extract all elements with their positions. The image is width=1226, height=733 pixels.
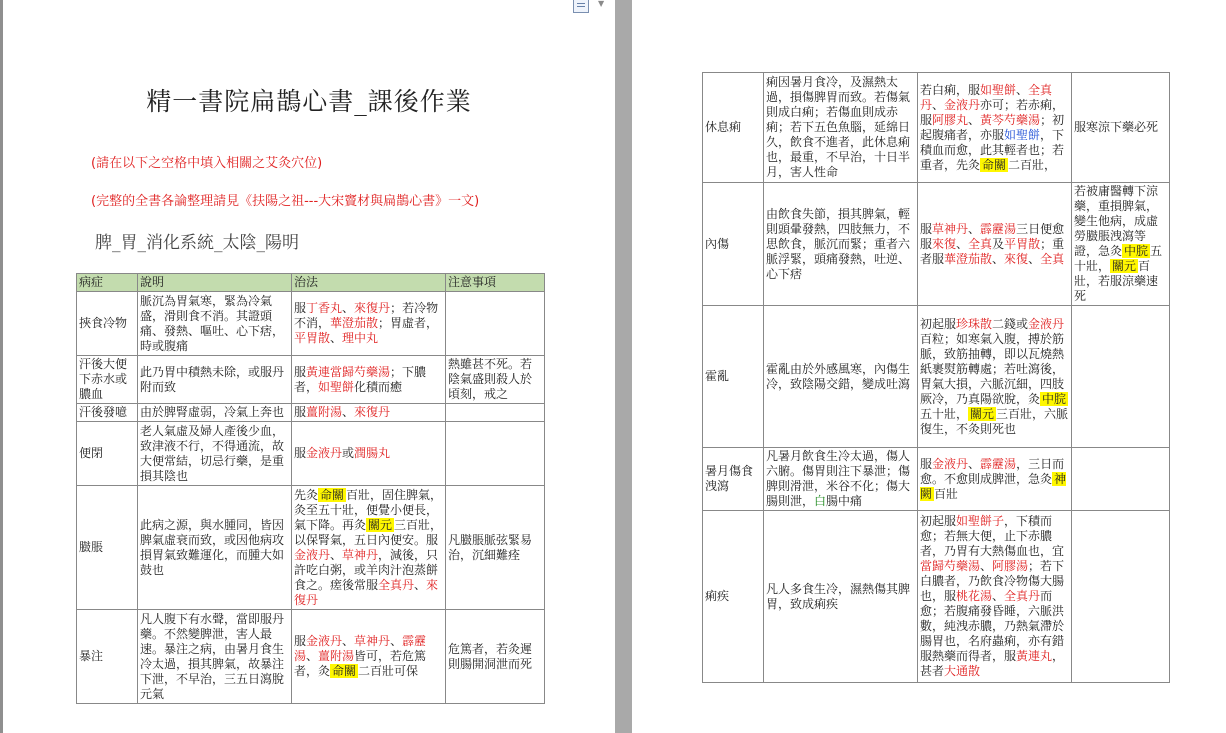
disease-name-cell: 休息痢 xyxy=(703,73,764,183)
herbal-formula: 霹靂湯 xyxy=(980,456,1017,471)
table-row xyxy=(77,404,545,422)
text-run: 服 xyxy=(920,236,933,251)
herbal-formula: 來復丹 xyxy=(354,301,391,315)
text-run: 初起服 xyxy=(920,514,957,528)
text-run: 二百壯可保 xyxy=(358,664,419,678)
herbal-formula: 全真 xyxy=(968,236,993,251)
text-run: 二錢或 xyxy=(992,316,1029,331)
table-row xyxy=(703,183,1170,306)
herbal-formula: 平胃散 xyxy=(1004,236,1041,251)
description-cell: 痢因暑月食冷，及濕熱太過，損傷脾胃而致。若傷氣則成白痢；若傷血則成赤痢；若下五色魚腦，延綿日久，飲食不進者，此休息痢也，最重，不早治，十日半月，害人性命 xyxy=(764,73,918,183)
treatment-cell xyxy=(918,73,1072,183)
text-run: 腸中痛 xyxy=(826,494,863,508)
herbal-formula: 霹靂湯 xyxy=(294,634,427,663)
table-header-row xyxy=(77,274,545,292)
disease-name-cell: 臌脹 xyxy=(77,486,138,610)
text-run: 、 xyxy=(306,649,319,663)
notes-cell xyxy=(446,404,545,422)
notes-cell xyxy=(1072,448,1170,511)
symptom-table-continued xyxy=(702,72,1170,683)
treatment-cell xyxy=(292,486,446,610)
disease-name-cell: 便閉 xyxy=(77,422,138,486)
text-run: 若被庸醫轉下涼藥，重損脾氣，變生他病，成虛勞臌脹洩瀉等證，急灸 xyxy=(1074,184,1159,258)
reference-note: (完整的全書各論整理請見《扶陽之祖---大宋竇材與扁鵲心書》一文) xyxy=(91,194,480,209)
text-run: 亦可；若赤痢，服 xyxy=(920,97,1065,127)
description-cell: 脈沉為胃氣寒，緊為冷氣盛，滑則食不消。其證頭痛、發熱、嘔吐、心下痞，時或腹痛 xyxy=(138,292,292,356)
description-cell: 凡人多食生冷，濕熱傷其脾胃，致成痢疾 xyxy=(764,511,918,683)
section-heading: 脾_胃_消化系統_太陰_陽明 xyxy=(95,233,299,253)
acupoint-highlight: 命關 xyxy=(982,157,1007,172)
herbal-formula: 金液丹 xyxy=(306,634,343,648)
disease-name-cell: 霍亂 xyxy=(703,306,764,448)
table-row xyxy=(703,73,1170,183)
herbal-formula: 如聖餅子 xyxy=(956,514,1005,528)
description-cell: 凡人腹下有水聲，當即服丹藥。不然變脾泄，害人最速。暴注之病，由暑月食生冷太過，損其脾氣，故暴注下泄，不早治，三五日瀉脫元氣 xyxy=(138,610,292,704)
instruction-note: (請在以下之空格中填入相關之艾灸穴位) xyxy=(91,156,323,171)
text-run: 、 xyxy=(968,221,981,236)
notes-cell xyxy=(1072,183,1170,306)
herbal-formula: 桃花湯 xyxy=(956,589,993,603)
text-run: 化積而癒 xyxy=(354,379,403,394)
text-run: ；胃虛者， xyxy=(378,316,439,330)
description-cell: 此乃胃中積熱未除，或服丹附而致 xyxy=(138,356,292,404)
text-run: 、 xyxy=(1016,82,1029,97)
description-cell: 老人氣虛及婦人產後少血，致津液不行，不得通流，故大便常結，切忌行藥，是重損其陰也 xyxy=(138,422,292,486)
text-run: 、 xyxy=(992,589,1005,603)
text-run: 或 xyxy=(342,446,355,460)
description-cell: 由於脾腎虛弱，冷氣上奔也 xyxy=(138,404,292,422)
chevron-down-icon[interactable]: ▼ xyxy=(598,0,605,8)
text-run: 二百壯， xyxy=(1008,157,1057,172)
text-run: 服 xyxy=(294,301,307,315)
treatment-cell xyxy=(292,356,446,404)
text-run: 而愈；若腹痛發昏睡，六脈洪數，純洩赤膿，乃熱氣滯於腸胃也，名府蟲痢，亦有錯服熱藥而得者，服 xyxy=(920,589,1065,663)
text-run: 三百壯，六脈復生，不灸則死也 xyxy=(920,406,1069,436)
notes-cell xyxy=(1072,511,1170,683)
herbal-formula: 草神丹 xyxy=(932,221,969,236)
acupoint-highlight: 關元 xyxy=(1112,259,1137,273)
acupoint-highlight: 命關 xyxy=(320,487,345,502)
herbal-formula: 華澄茄散 xyxy=(944,251,993,266)
header-notes: 注意事項 xyxy=(446,274,545,292)
text-run: 及 xyxy=(992,236,1005,251)
text-run: 服 xyxy=(294,634,307,648)
text-run: ，三日而愈。不愈則成脾泄，急灸 xyxy=(920,456,1065,486)
text-run: 服 xyxy=(294,446,307,460)
document-icon[interactable] xyxy=(573,0,589,13)
text-run: 若白痢，服 xyxy=(920,82,981,97)
herbal-formula: 金液丹 xyxy=(294,547,331,562)
treatment-cell xyxy=(292,422,446,486)
herbal-formula: 黃芩芍藥湯 xyxy=(980,112,1041,127)
herbal-formula: 霹靂湯 xyxy=(980,221,1017,236)
herbal-formula: 華澄茄散 xyxy=(330,316,379,330)
herbal-formula: 平胃散 xyxy=(294,331,331,345)
treatment-cell xyxy=(918,511,1072,683)
herbal-formula: 金液丹 xyxy=(944,97,981,112)
herbal-formula: 珍珠散 xyxy=(956,316,993,331)
text-run: 、 xyxy=(980,559,993,573)
text-run: 、 xyxy=(414,577,427,592)
herbal-formula: 白 xyxy=(814,494,827,508)
text-run: 、 xyxy=(956,236,969,251)
herbal-formula: 如聖餅 xyxy=(980,82,1017,97)
text-run: ；重者服 xyxy=(920,236,1065,266)
text-run: 服 xyxy=(920,221,933,236)
herbal-formula: 理中丸 xyxy=(342,331,379,345)
disease-name-cell: 汗後大便下赤水或膿血 xyxy=(77,356,138,404)
text-run: 百壯 xyxy=(934,486,959,501)
table-row xyxy=(77,422,545,486)
text-run: ；若下白膿者，乃飲食冷物傷大腸也，服 xyxy=(920,559,1065,603)
herbal-formula: 來復丹 xyxy=(354,405,391,419)
table-row xyxy=(77,292,545,356)
header-disease: 病症 xyxy=(77,274,138,292)
text-run: ，減後，只許吃白粥，或羊肉汁泡蒸餅食之。瘥後常服 xyxy=(294,547,439,592)
notes-cell xyxy=(1072,306,1170,448)
text-run: 先灸 xyxy=(294,487,319,502)
herbal-formula: 草神丹 xyxy=(354,634,391,648)
disease-name-cell: 內傷 xyxy=(703,183,764,306)
disease-name-cell: 暴注 xyxy=(77,610,138,704)
acupoint-highlight: 命關 xyxy=(332,664,357,678)
notes-cell: 熱雖甚不死。若陰氣盛則殺人於頃刻，戒之 xyxy=(446,356,545,404)
herbal-formula: 當歸芍藥湯 xyxy=(920,559,981,573)
text-run: 服 xyxy=(294,364,307,379)
herbal-formula: 薑附湯 xyxy=(306,405,343,419)
text-run: 百壯，若服涼藥速死 xyxy=(1074,259,1159,303)
text-run: 三日便愈 xyxy=(1016,221,1065,236)
disease-name-cell: 汗後發噫 xyxy=(77,404,138,422)
header-treatment: 治法 xyxy=(292,274,446,292)
text-run: 三百壯，以保腎氣，五日內便安。服 xyxy=(294,517,443,547)
text-run: 五十壯， xyxy=(1074,244,1163,273)
treatment-cell xyxy=(292,292,446,356)
herbal-formula: 金液丹 xyxy=(932,456,969,471)
text-run: 、 xyxy=(968,456,981,471)
acupoint-highlight: 關元 xyxy=(368,517,393,532)
herbal-formula: 潤腸丸 xyxy=(354,446,391,460)
herbal-formula: 全真丹 xyxy=(1004,589,1041,603)
notes-cell xyxy=(446,422,545,486)
text-run: 、 xyxy=(330,331,343,345)
table-row xyxy=(703,511,1170,683)
herbal-formula: 如聖餅 xyxy=(318,379,355,394)
treatment-cell xyxy=(292,404,446,422)
acupoint-highlight: 神闕 xyxy=(920,471,1067,501)
table-row xyxy=(77,486,545,610)
text-run: ，下積血而愈，此其輕者也；若重者，先灸 xyxy=(920,127,1065,172)
herbal-formula: 來復丹 xyxy=(294,577,439,607)
table-row xyxy=(77,610,545,704)
text-run: 百壯，固住脾氣，灸至五十壯，便覺小便長，氣下降。再灸 xyxy=(294,487,443,532)
table-row xyxy=(703,448,1170,511)
herbal-formula: 來復 xyxy=(1004,251,1029,266)
text-run: 、 xyxy=(342,301,355,315)
acupoint-highlight: 中脘 xyxy=(1042,391,1067,406)
text-run: 百粒；如寒氣入腹，搏於筋脈，致筋抽轉，即以瓦燒熱紙裹熨筋轉處；若吐瀉後，胃氣大損，六脈沉細，四肢厥冷，乃真陽欲脫，灸 xyxy=(920,331,1065,406)
herbal-formula: 阿膠湯 xyxy=(992,559,1029,573)
text-run: 、 xyxy=(1028,251,1041,266)
description-cell: 霍亂由於外感風寒，內傷生冷，致陰陽交錯，變成吐瀉 xyxy=(764,306,918,448)
text-run: ，下積而愈；若無大便，止下赤膿者，乃胃有大熱傷血也，宜 xyxy=(920,514,1065,558)
text-run: 、 xyxy=(330,547,343,562)
table-row xyxy=(77,356,545,404)
acupoint-highlight: 中脘 xyxy=(1124,244,1149,258)
description-cell: 此病之源，與水腫同，皆因脾氣虛衰而致，或因他病攻損胃氣致難運化，而腫大如鼓也 xyxy=(138,486,292,610)
page-title: 精一書院扁鵲心書_課後作業 xyxy=(146,87,472,116)
herbal-formula: 阿膠丸 xyxy=(932,112,969,127)
herbal-formula: 全真 xyxy=(1040,251,1065,266)
text-run: 初起服 xyxy=(920,316,957,331)
herbal-formula: 黃連丸 xyxy=(1016,649,1053,663)
text-run: 皆可，若危篤者，灸 xyxy=(294,649,427,678)
description-cell: 由飲食失節，損其脾氣，輕則頭暈發熱，四肢無力，不思飲食，脈沉而緊；重者六脈浮緊，頭痛發熱，吐逆、心下痞 xyxy=(764,183,918,306)
herbal-formula: 丁香丸 xyxy=(306,301,343,315)
herbal-formula: 全真丹 xyxy=(920,82,1053,112)
treatment-cell xyxy=(918,183,1072,306)
text-run: 、 xyxy=(968,112,981,127)
acupoint-highlight: 關元 xyxy=(970,406,995,421)
text-run: 服 xyxy=(920,456,933,471)
herbal-formula: 金液丹 xyxy=(306,446,343,460)
page-gap xyxy=(615,0,632,733)
herbal-formula: 如聖餅 xyxy=(1004,127,1041,142)
symptom-table xyxy=(76,273,545,704)
text-run: 服 xyxy=(294,405,307,419)
text-run: ；初起腹痛者，亦服 xyxy=(920,112,1065,142)
text-run: 、 xyxy=(342,405,355,419)
treatment-cell xyxy=(918,306,1072,448)
text-run: 五十壯， xyxy=(920,406,969,421)
document-page-1 xyxy=(3,0,615,733)
herbal-formula: 草神丹 xyxy=(342,547,379,562)
herbal-formula: 來復 xyxy=(932,236,957,251)
treatment-cell xyxy=(292,610,446,704)
herbal-formula: 大通散 xyxy=(944,664,981,678)
notes-cell: 服寒涼下藥必死 xyxy=(1072,73,1170,183)
text-run: 、 xyxy=(390,634,403,648)
disease-name-cell: 暑月傷食洩瀉 xyxy=(703,448,764,511)
notes-cell: 危篤者，若灸遲則腸開洞泄而死 xyxy=(446,610,545,704)
herbal-formula: 薑附湯 xyxy=(318,649,355,663)
text-run: 、 xyxy=(932,97,945,112)
description-cell xyxy=(764,448,918,511)
notes-cell xyxy=(446,292,545,356)
text-run: 、 xyxy=(342,634,355,648)
treatment-cell xyxy=(918,448,1072,511)
text-run: ；若冷物不消， xyxy=(294,301,439,330)
text-run: ；下膿者， xyxy=(294,364,427,394)
text-run: ，甚者 xyxy=(920,649,1065,678)
text-run: 、 xyxy=(992,251,1005,266)
notes-cell: 凡臌脹脈弦緊易治，沉細難痊 xyxy=(446,486,545,610)
table-row xyxy=(703,306,1170,448)
herbal-formula: 黃連當歸芍藥湯 xyxy=(306,364,391,379)
disease-name-cell: 挾食冷物 xyxy=(77,292,138,356)
header-description: 說明 xyxy=(138,274,292,292)
herbal-formula: 金液丹 xyxy=(1028,316,1065,331)
herbal-formula: 全真丹 xyxy=(378,577,415,592)
text-run: 凡暑月飲食生冷太過，傷人六腑。傷胃則注下暴泄；傷脾則滑泄，米谷不化；傷大腸則泄， xyxy=(766,449,911,508)
document-page-2 xyxy=(632,0,1226,733)
disease-name-cell: 痢疾 xyxy=(703,511,764,683)
